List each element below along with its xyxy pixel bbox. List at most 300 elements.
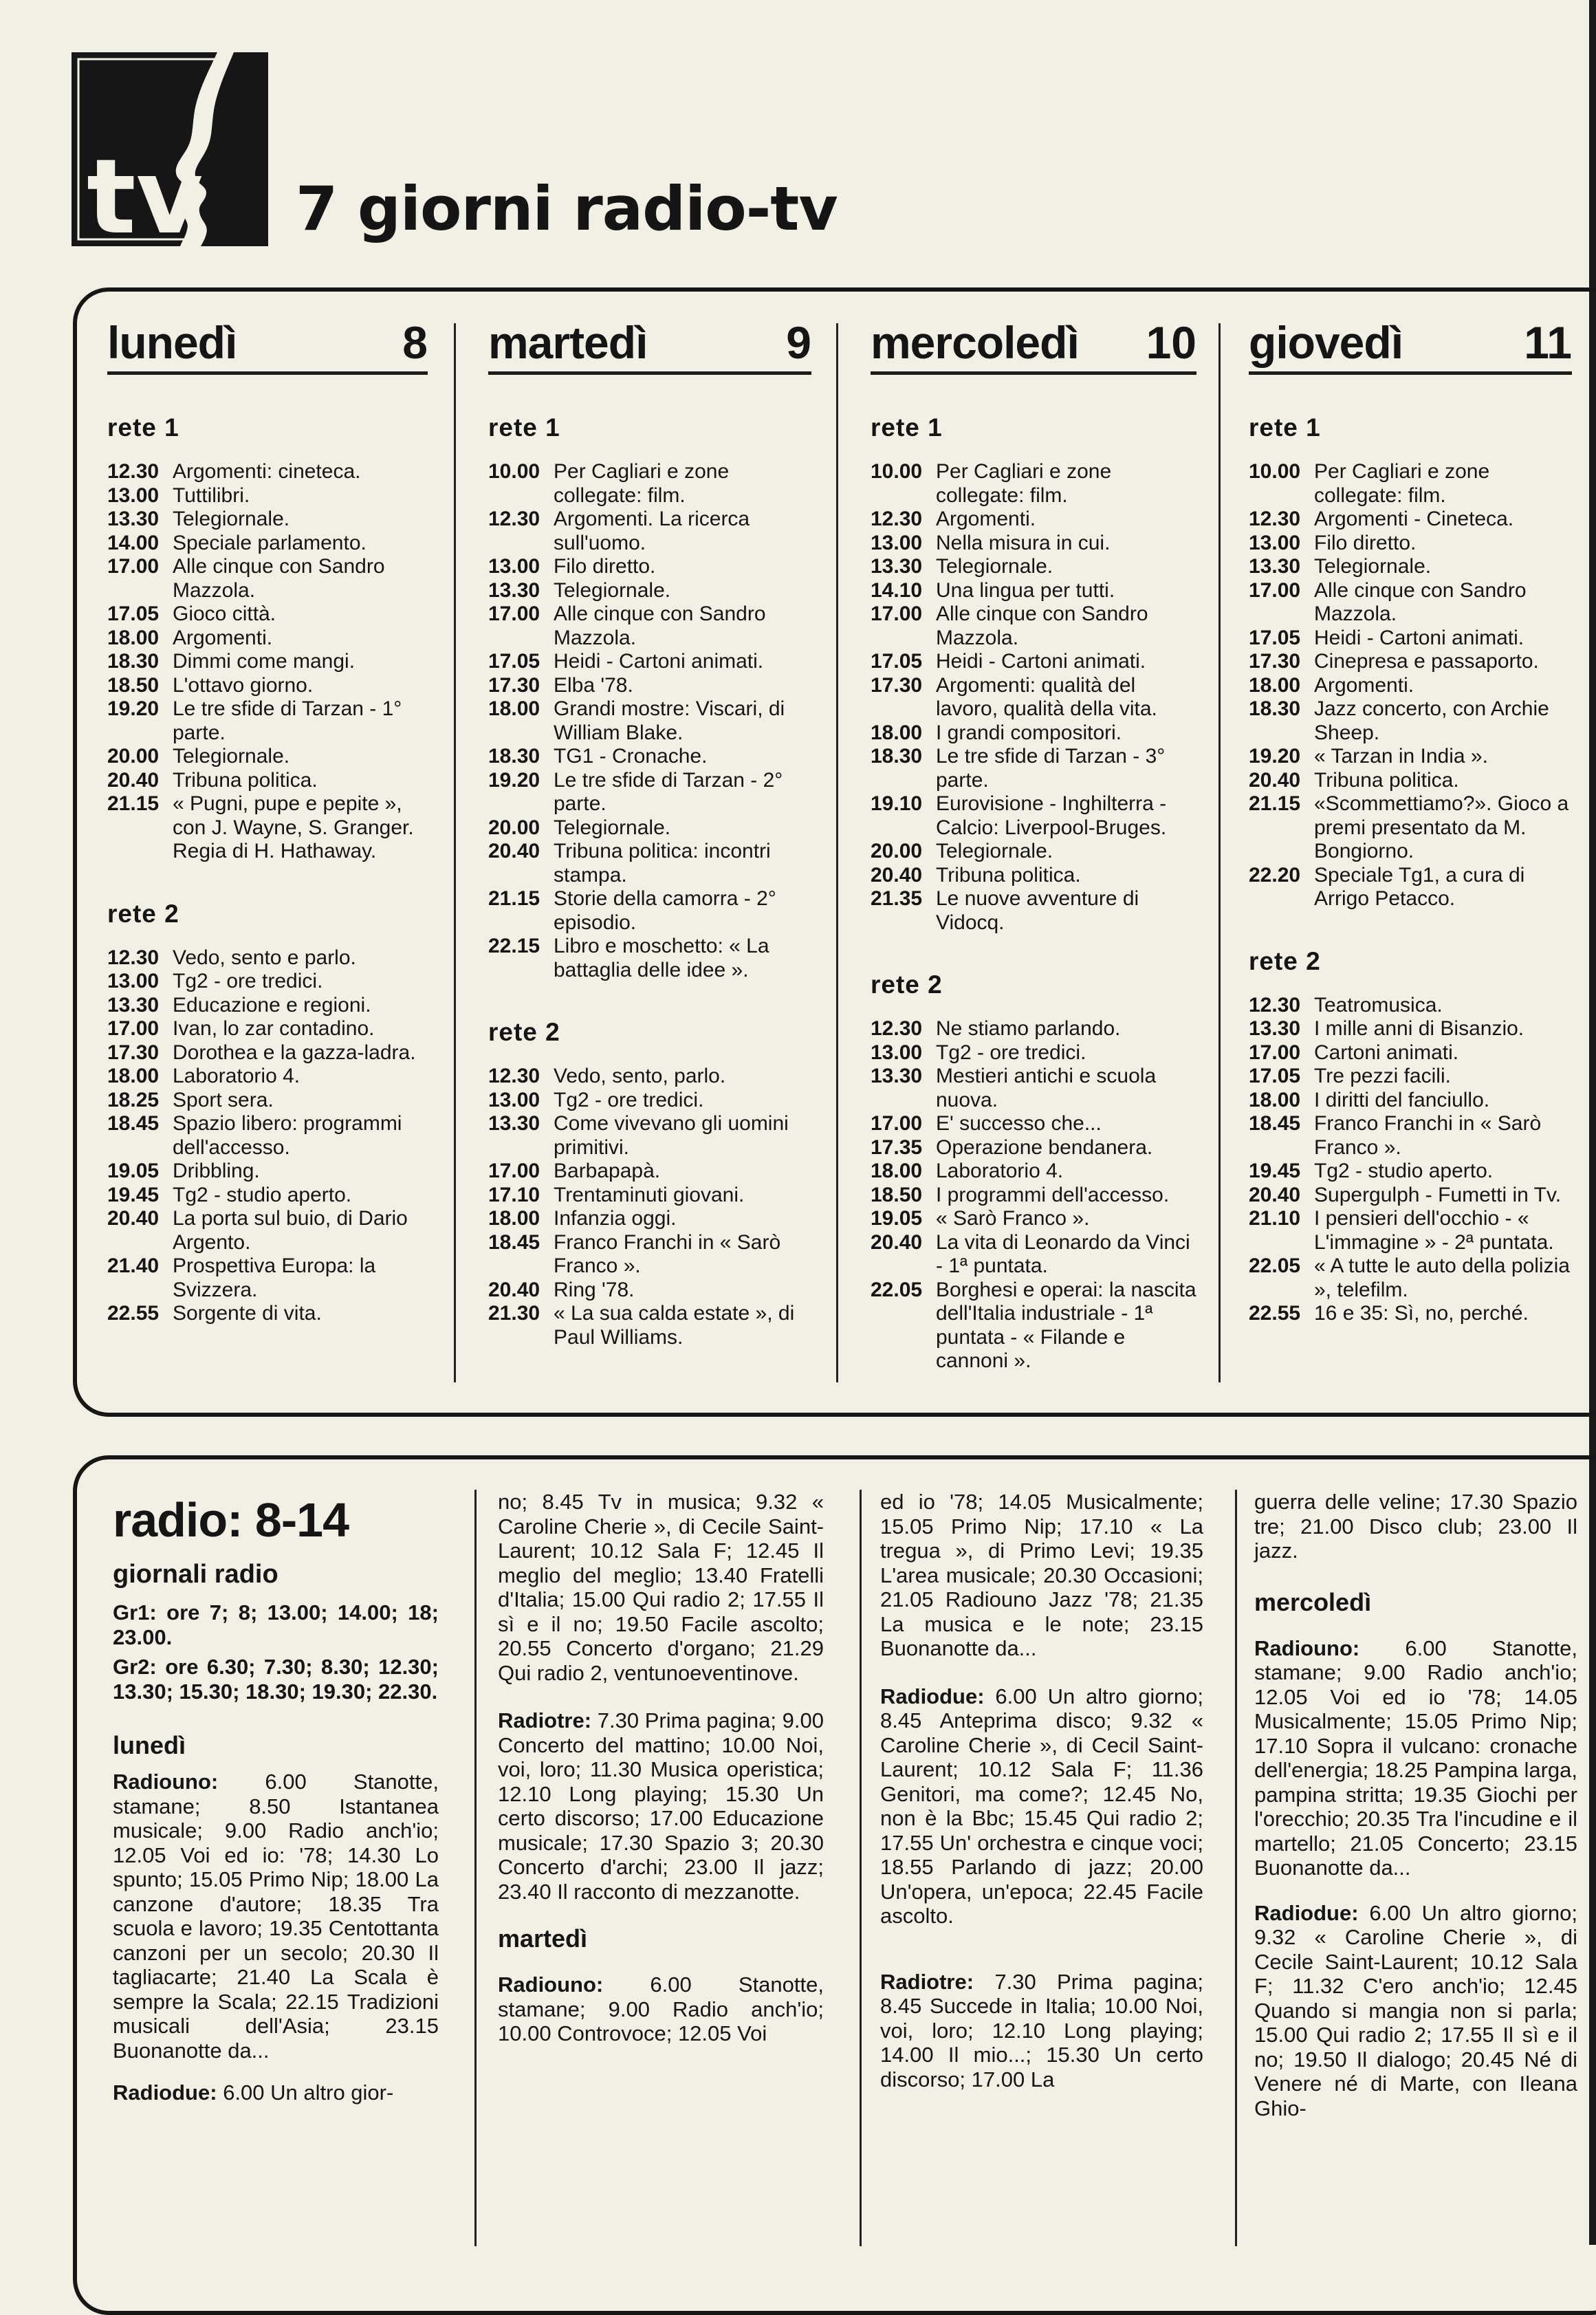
program-entry — [871, 460, 1196, 508]
program-entry — [488, 650, 811, 674]
channel-heading: rete 1 — [107, 413, 179, 442]
program-time: 14.00 — [107, 531, 160, 554]
program-entry — [107, 1254, 428, 1302]
day-number: 11 — [1524, 317, 1572, 368]
program-entry — [488, 840, 811, 887]
program-entry — [871, 555, 1196, 579]
program-time: 12.30 — [871, 1017, 923, 1040]
program-title: Una lingua per tutti. — [936, 578, 1115, 602]
program-title: Argomenti. — [936, 508, 1036, 530]
program-entry — [107, 1065, 428, 1089]
program-title: Grandi mostre: Viscari, di William Blake. — [554, 697, 785, 744]
program-time: 17.05 — [107, 602, 160, 625]
program-entry — [488, 1089, 811, 1113]
program-title: Tribuna politica. — [936, 863, 1081, 887]
program-entry — [488, 745, 811, 769]
program-entry — [1249, 532, 1572, 556]
program-entry — [488, 1231, 811, 1279]
program-time: 20.40 — [871, 1230, 923, 1254]
program-title: Spazio libero: programmi dell'accesso. — [173, 1112, 402, 1159]
program-time: 18.30 — [1249, 697, 1301, 720]
program-title: Heidi - Cartoni animati. — [1314, 626, 1524, 649]
program-entry — [488, 1160, 811, 1184]
program-entry — [107, 745, 428, 769]
gr1-times — [113, 1600, 439, 1649]
program-entry — [1249, 1041, 1572, 1065]
program-entry — [488, 1279, 811, 1303]
program-title: Sorgente di vita. — [173, 1302, 322, 1325]
program-title: Tre pezzi facili. — [1314, 1065, 1451, 1087]
program-entry — [488, 1302, 811, 1349]
program-title: « Tarzan in India ». — [1314, 745, 1488, 768]
program-entry — [1249, 697, 1572, 745]
program-time: 13.00 — [107, 483, 160, 507]
program-entry — [1249, 1207, 1572, 1254]
program-entry — [1249, 994, 1572, 1018]
program-title: Telegiornale. — [173, 508, 290, 530]
program-time: 17.30 — [488, 673, 540, 697]
program-title: Argomenti - Cineteca. — [1314, 508, 1514, 530]
tv-day-column-tuesday — [488, 316, 811, 1349]
martedi-radiouno — [498, 1972, 824, 2046]
program-title: Dorothea e la gazza-ladra. — [173, 1041, 416, 1064]
station-label: Radiotre: — [498, 1708, 592, 1732]
mercoledi-radiodue — [1254, 1901, 1577, 2121]
program-time: 21.30 — [488, 1302, 540, 1325]
program-title: Alle cinque con Sandro Mazzola. — [936, 602, 1148, 649]
program-time: 18.00 — [871, 1160, 923, 1182]
program-entry — [107, 792, 428, 864]
program-entry — [107, 1041, 428, 1065]
program-title: Tribuna politica. — [1314, 768, 1459, 792]
program-title: Barbapapà. — [554, 1160, 661, 1182]
program-entry — [871, 721, 1196, 746]
program-entry — [107, 460, 428, 484]
program-time: 20.40 — [107, 768, 160, 792]
program-title: Tribuna politica. — [173, 768, 318, 792]
program-title: I grandi compositori. — [936, 721, 1122, 744]
program-time: 17.00 — [871, 602, 923, 625]
giornali-radio-heading: giornali radio — [113, 1560, 278, 1589]
column-divider — [474, 1490, 477, 2246]
program-entry — [488, 1184, 811, 1208]
program-title: Alle cinque con Sandro Mazzola. — [1314, 578, 1527, 625]
program-title: Argomenti: cineteca. — [173, 460, 361, 483]
program-time: 20.00 — [871, 840, 923, 862]
program-title: Argomenti: qualità del lavoro, qualità della vita. — [936, 673, 1157, 720]
program-entry — [871, 840, 1196, 864]
program-time: 13.30 — [488, 578, 540, 602]
program-title: Argomenti. — [173, 626, 273, 649]
program-title: Trentaminuti giovani. — [554, 1183, 745, 1206]
program-title: Mestieri antichi e scuola nuova. — [936, 1065, 1157, 1111]
program-entry — [1249, 555, 1572, 579]
column-divider — [836, 323, 838, 1382]
program-time: 17.35 — [871, 1135, 923, 1159]
program-time: 19.20 — [107, 697, 160, 720]
program-time: 13.00 — [488, 555, 540, 578]
program-title: Laboratorio 4. — [936, 1160, 1064, 1182]
program-title: Ring '78. — [554, 1278, 635, 1301]
program-time: 17.30 — [107, 1041, 160, 1064]
program-entry — [871, 532, 1196, 556]
channel-heading: rete 2 — [1249, 946, 1321, 975]
program-time: 17.05 — [1249, 626, 1301, 649]
program-time: 12.30 — [107, 460, 160, 483]
program-title: Ivan, lo zar contadino. — [173, 1017, 375, 1040]
program-time: 12.30 — [107, 946, 160, 969]
program-title: Storie della camorra - 2° episodio. — [554, 887, 776, 934]
program-title: Tg2 - studio aperto. — [1314, 1160, 1494, 1182]
station-programs: 6.00 Un altro gior- — [223, 2080, 394, 2105]
program-title: Per Cagliari e zone collegate: film. — [1314, 460, 1490, 507]
program-title: Dribbling. — [173, 1160, 260, 1182]
program-title: Tribuna politica: incontri stampa. — [554, 840, 771, 887]
program-time: 17.05 — [1249, 1065, 1301, 1087]
program-time: 20.40 — [107, 1207, 160, 1230]
program-entry — [107, 602, 428, 627]
program-entry — [107, 1112, 428, 1160]
gr2-label: Gr2: — [113, 1655, 157, 1679]
program-title: I diritti del fanciullo. — [1314, 1088, 1490, 1111]
program-time: 18.45 — [1249, 1112, 1301, 1135]
program-entry — [107, 1160, 428, 1184]
program-time: 19.20 — [1249, 745, 1301, 768]
channel-heading: rete 1 — [871, 413, 943, 442]
program-entry — [488, 816, 811, 840]
program-time: 22.55 — [107, 1302, 160, 1325]
program-time: 22.20 — [1249, 863, 1301, 887]
program-title: Vedo, sento e parlo. — [173, 946, 356, 969]
program-entry — [488, 1207, 811, 1231]
program-title: Laboratorio 4. — [173, 1065, 300, 1087]
column-divider — [454, 323, 456, 1382]
program-time: 17.00 — [871, 1112, 923, 1135]
program-title: Elba '78. — [554, 673, 633, 697]
program-time: 18.00 — [1249, 1088, 1301, 1111]
program-title: « Pugni, pupe e pepite », con J. Wayne, S. Granger. Regia di H. Hathaway. — [173, 792, 414, 862]
program-entry — [871, 1017, 1196, 1041]
program-title: Telegiornale. — [1314, 555, 1432, 578]
program-entry — [107, 650, 428, 674]
station-programs: 6.00 Stanotte, stamane; 9.00 Radio anch'io; 10.00 Controvoce; 12.05 Voi — [498, 1972, 824, 2045]
program-title: Tg2 - ore tredici. — [936, 1041, 1086, 1064]
program-entry — [1249, 1112, 1572, 1160]
program-time: 22.55 — [1249, 1302, 1301, 1325]
program-time: 13.30 — [107, 508, 160, 530]
program-title: 16 e 35: Sì, no, perché. — [1314, 1302, 1529, 1325]
column-divider — [1218, 323, 1221, 1382]
program-entry — [1249, 1254, 1572, 1302]
program-time: 13.30 — [1249, 555, 1301, 578]
station-label: Radiouno: — [1254, 1635, 1360, 1660]
program-entry — [1249, 579, 1572, 627]
program-time: 18.30 — [488, 745, 540, 768]
program-title: Tuttilibri. — [173, 483, 250, 507]
program-title: Telegiornale. — [936, 555, 1053, 578]
lunedi-radiotre — [498, 1708, 824, 1904]
program-title: Alle cinque con Sandro Mazzola. — [173, 555, 385, 602]
program-time: 17.00 — [107, 555, 160, 578]
program-entry — [488, 769, 811, 816]
radio-martedi-heading: martedì — [498, 1924, 588, 1953]
martedi-radiouno-cont: ed io '78; 14.05 Musicalmente; 15.05 Primo Nip; 17.10 « La tregua », di Primo Levi; 19.35 L'area musicale; 20.30 Occasioni; 21.05 Radiouno Jazz '78; 21.35 La musica e le note; 23.15 Buonanotte da... — [880, 1490, 1203, 1660]
program-entry — [1249, 627, 1572, 651]
program-entry — [488, 579, 811, 603]
station-programs: 6.00 Un altro giorno; 8.45 Anteprima disco; 9.32 « Caroline Cherie », di Cecil Saint-Laurent; 10.12 Sala F; 11.36 Genitori, ma come?; 12.45 No, non è la Bbc; 15.45 Qui radio 2; 17.55 Un' orchestra e cinque voci; 18.55 Parlando di jazz; 20.00 Un'opera, un'epoca; 22.45 Facile ascolto. — [880, 1684, 1203, 1928]
station-programs: 6.00 Stanotte, stamane; 9.00 Radio anch'io; 12.05 Voi ed io '78; 14.05 Musicalmente; 15.05 Primo Nip; 17.10 Sopra il vulcano: cronache dell'energia; 18.25 Pampina larga, pampina stritta; 19.35 Giochi per l'orecchio; 20.35 Tra l'incudine e il martello; 21.05 Concerto; 23.15 Buonanotte da... — [1254, 1635, 1577, 1880]
program-title: Per Cagliari e zone collegate: film. — [936, 460, 1112, 507]
program-entry — [871, 1065, 1196, 1112]
station-label: Radiouno: — [498, 1972, 604, 1997]
program-time: 12.30 — [1249, 993, 1301, 1017]
program-title: Alle cinque con Sandro Mazzola. — [554, 602, 766, 649]
station-programs: 7.30 Prima pagina; 8.45 Succede in Italia; 10.00 Noi, voi, loro; 12.10 Long playing; 14.00 Il mio...; 15.30 Un certo discorso; 17.00 La — [880, 1969, 1203, 2091]
station-label: Radiodue: — [880, 1684, 985, 1708]
program-time: 12.30 — [871, 508, 923, 530]
program-entry — [1249, 460, 1572, 508]
program-entry — [871, 1231, 1196, 1279]
program-entry — [871, 1279, 1196, 1373]
channel-heading: rete 1 — [488, 413, 560, 442]
program-time: 12.30 — [488, 1065, 540, 1087]
radio-column-3 — [880, 1490, 1203, 2109]
program-time: 17.00 — [488, 1160, 540, 1182]
program-entry — [107, 1302, 428, 1326]
program-entry — [488, 674, 811, 698]
program-entry — [1249, 745, 1572, 769]
program-title: I programmi dell'accesso. — [936, 1183, 1170, 1206]
program-title: Telegiornale. — [554, 578, 671, 602]
program-title: Infanzia oggi. — [554, 1207, 677, 1230]
program-entry — [107, 508, 428, 532]
program-time: 18.45 — [107, 1112, 160, 1135]
program-title: Libro e moschetto: « La battaglia delle idee ». — [554, 935, 769, 981]
program-title: Argomenti. — [1314, 673, 1414, 697]
program-entry — [488, 1065, 811, 1089]
program-time: 17.05 — [871, 650, 923, 673]
program-title: Prospettiva Europa: la Svizzera. — [173, 1254, 376, 1301]
program-title: Franco Franchi in « Sarò Franco ». — [1314, 1112, 1542, 1159]
station-label: Radiouno: — [113, 1770, 219, 1794]
program-title: «Scommettiamo?». Gioco a premi presentato da M. Bongiorno. — [1314, 792, 1569, 862]
radio-lunedi-heading: lunedì — [113, 1731, 186, 1759]
channel-heading: rete 1 — [1249, 413, 1321, 442]
program-entry — [107, 1184, 428, 1208]
program-title: Cinepresa e passaporto. — [1314, 650, 1539, 673]
program-title: Tg2 - ore tredici. — [173, 970, 323, 992]
program-entry — [488, 508, 811, 555]
program-time: 13.30 — [107, 993, 160, 1017]
program-title: « Sarò Franco ». — [936, 1207, 1090, 1230]
program-title: La porta sul buio, di Dario Argento. — [173, 1207, 408, 1254]
program-time: 10.00 — [1249, 460, 1301, 483]
martedi-radiodue — [880, 1684, 1203, 1928]
program-time: 17.10 — [488, 1183, 540, 1206]
program-title: Sport sera. — [173, 1088, 274, 1111]
program-time: 20.00 — [107, 745, 160, 768]
program-time: 17.30 — [1249, 650, 1301, 673]
program-title: Telegiornale. — [173, 745, 290, 768]
program-title: Heidi - Cartoni animati. — [936, 650, 1146, 673]
program-entry — [871, 887, 1196, 935]
program-title: Per Cagliari e zone collegate: film. — [554, 460, 730, 507]
program-entry — [107, 769, 428, 793]
program-time: 20.40 — [871, 863, 923, 887]
program-entry — [107, 484, 428, 508]
program-time: 13.30 — [488, 1112, 540, 1135]
program-title: Operazione bendanera. — [936, 1135, 1153, 1159]
program-time: 20.40 — [488, 1278, 540, 1301]
radio-column-2 — [498, 1490, 824, 2064]
program-title: E' successo che... — [936, 1112, 1102, 1135]
program-entry — [1249, 1302, 1572, 1326]
program-entry — [1249, 674, 1572, 698]
program-time: 18.00 — [1249, 673, 1301, 697]
program-time: 13.00 — [1249, 531, 1301, 554]
day-header — [871, 316, 1196, 375]
program-title: « La sua calda estate », di Paul Williams. — [554, 1302, 795, 1349]
program-time: 13.30 — [1249, 1017, 1301, 1040]
program-entry — [871, 508, 1196, 532]
lunedi-radiouno — [113, 1770, 439, 2063]
program-title: L'ottavo giorno. — [173, 673, 314, 697]
program-entry — [488, 460, 811, 508]
program-title: Educazione e regioni. — [173, 993, 371, 1017]
program-title: Cartoni animati. — [1314, 1041, 1459, 1064]
program-title: Dimmi come mangi. — [173, 650, 356, 673]
program-time: 17.30 — [871, 673, 923, 697]
program-entry — [871, 792, 1196, 840]
program-title: Teatromusica. — [1314, 993, 1443, 1017]
channel-heading: rete 2 — [488, 1018, 560, 1046]
day-header — [488, 316, 811, 375]
mercoledi-radiouno — [1254, 1636, 1577, 1880]
lunedi-radiodue-cont: no; 8.45 Tv in musica; 9.32 « Caroline Cherie », di Cecile Saint-Laurent; 10.12 Sala F; 12.45 Il meglio del meglio; 13.40 Fratelli d'Italia; 15.00 Qui radio 2; 17.55 Il sì e il no; 19.50 Facile ascolto; 20.55 Concerto d'organo; 21.29 Qui radio 2, ventunoeventinove. — [498, 1490, 824, 1685]
program-entry — [107, 970, 428, 994]
program-title: Filo diretto. — [554, 555, 656, 578]
martedi-radiotre — [880, 1970, 1203, 2092]
program-time: 19.05 — [871, 1207, 923, 1230]
day-number: 10 — [1146, 317, 1196, 368]
program-time: 18.00 — [107, 1065, 160, 1087]
day-header — [1249, 316, 1572, 375]
program-entry — [107, 946, 428, 970]
station-label: Radiodue: — [1254, 1900, 1359, 1925]
day-number: 8 — [402, 317, 428, 368]
program-time: 12.30 — [488, 508, 540, 530]
program-time: 18.00 — [488, 697, 540, 720]
program-entry — [107, 994, 428, 1018]
channel-heading: rete 2 — [107, 899, 179, 928]
day-name: giovedì — [1249, 317, 1403, 368]
program-entry — [871, 745, 1196, 792]
program-title: Borghesi e operai: la nascita dell'Italia industriale - 1ª puntata - « Filande e cannoni ». — [936, 1278, 1196, 1372]
program-time: 19.45 — [107, 1183, 160, 1206]
program-entry — [488, 935, 811, 982]
program-title: Filo diretto. — [1314, 531, 1417, 554]
program-title: Vedo, sento, parlo. — [554, 1065, 726, 1087]
martedi-radiotre-cont: guerra delle veline; 17.30 Spazio tre; 21.00 Disco club; 23.00 Il jazz. — [1254, 1490, 1577, 1563]
program-time: 22.15 — [488, 935, 540, 957]
program-time: 13.00 — [107, 970, 160, 992]
tv-day-column-monday — [107, 316, 428, 1326]
program-entry — [871, 1136, 1196, 1160]
program-entry — [488, 1112, 811, 1160]
program-time: 21.15 — [488, 887, 540, 910]
program-time: 13.00 — [488, 1088, 540, 1111]
program-time: 19.10 — [871, 792, 923, 815]
station-label: Radiodue: — [113, 2080, 217, 2105]
column-divider — [1235, 1490, 1237, 2246]
program-title: Supergulph - Fumetti in Tv. — [1314, 1183, 1562, 1206]
gr2-times — [113, 1655, 439, 1704]
program-entry — [871, 1112, 1196, 1136]
program-time: 18.30 — [871, 745, 923, 768]
program-title: Franco Franchi in « Sarò Franco ». — [554, 1230, 781, 1277]
station-programs: 6.00 Un altro giorno; 9.32 « Caroline Cherie », di Cecile Saint-Laurent; 10.12 Sala F; 11.32 C'ero anch'io; 12.45 Quando si mangia non si parla; 15.00 Qui radio 2; 17.55 Il sì e il no; 19.50 Il dialogo; 20.45 Né di Venere né di Marte, con Ileana Ghio- — [1254, 1900, 1577, 2120]
program-entry — [871, 1207, 1196, 1231]
program-entry — [871, 579, 1196, 603]
program-entry — [107, 697, 428, 745]
day-name: martedì — [488, 317, 648, 368]
program-entry — [1249, 1065, 1572, 1089]
program-entry — [1249, 1160, 1572, 1184]
program-entry — [871, 602, 1196, 650]
program-entry — [488, 555, 811, 579]
program-time: 10.00 — [488, 460, 540, 483]
program-title: Heidi - Cartoni animati. — [554, 650, 764, 673]
program-time: 22.05 — [1249, 1254, 1301, 1277]
gr2-text: ore 6.30; 7.30; 8.30; 12.30; 13.30; 15.30; 18.30; 19.30; 22.30. — [113, 1655, 439, 1704]
program-title: Tg2 - ore tredici. — [554, 1088, 704, 1111]
program-entry — [488, 887, 811, 935]
program-time: 21.10 — [1249, 1207, 1301, 1230]
gr1-label: Gr1: — [113, 1600, 157, 1624]
program-time: 19.05 — [107, 1160, 160, 1182]
page-title: 7 giorni radio-tv — [296, 173, 838, 244]
program-title: Le tre sfide di Tarzan - 3° parte. — [936, 745, 1166, 792]
program-entry — [871, 674, 1196, 721]
tv-day-column-wednesday — [871, 316, 1196, 1373]
station-label: Radiotre: — [880, 1969, 974, 1994]
program-title: Telegiornale. — [554, 816, 671, 839]
program-time: 20.00 — [488, 816, 540, 839]
program-time: 19.45 — [1249, 1160, 1301, 1182]
program-title: Argomenti. La ricerca sull'uomo. — [554, 508, 750, 554]
program-time: 12.30 — [1249, 508, 1301, 530]
program-time: 20.40 — [1249, 768, 1301, 792]
program-entry — [871, 864, 1196, 888]
program-title: Eurovisione - Inghilterra - Calcio: Liverpool-Bruges. — [936, 792, 1167, 839]
program-title: Speciale parlamento. — [173, 531, 367, 554]
program-time: 22.05 — [871, 1278, 923, 1301]
program-title: Le tre sfide di Tarzan - 2° parte. — [554, 768, 783, 815]
program-title: Nella misura in cui. — [936, 531, 1111, 554]
program-entry — [1249, 769, 1572, 793]
program-time: 13.00 — [871, 1041, 923, 1064]
tv-logo — [72, 52, 268, 246]
program-time: 21.35 — [871, 887, 923, 910]
day-name: lunedì — [107, 317, 237, 368]
program-entry — [871, 650, 1196, 674]
program-title: I mille anni di Bisanzio. — [1314, 1017, 1524, 1040]
program-entry — [1249, 792, 1572, 864]
program-title: La vita di Leonardo da Vinci - 1ª puntata. — [936, 1230, 1190, 1277]
program-time: 17.00 — [488, 602, 540, 625]
program-entry — [1249, 864, 1572, 911]
program-title: Ne stiamo parlando. — [936, 1017, 1121, 1040]
